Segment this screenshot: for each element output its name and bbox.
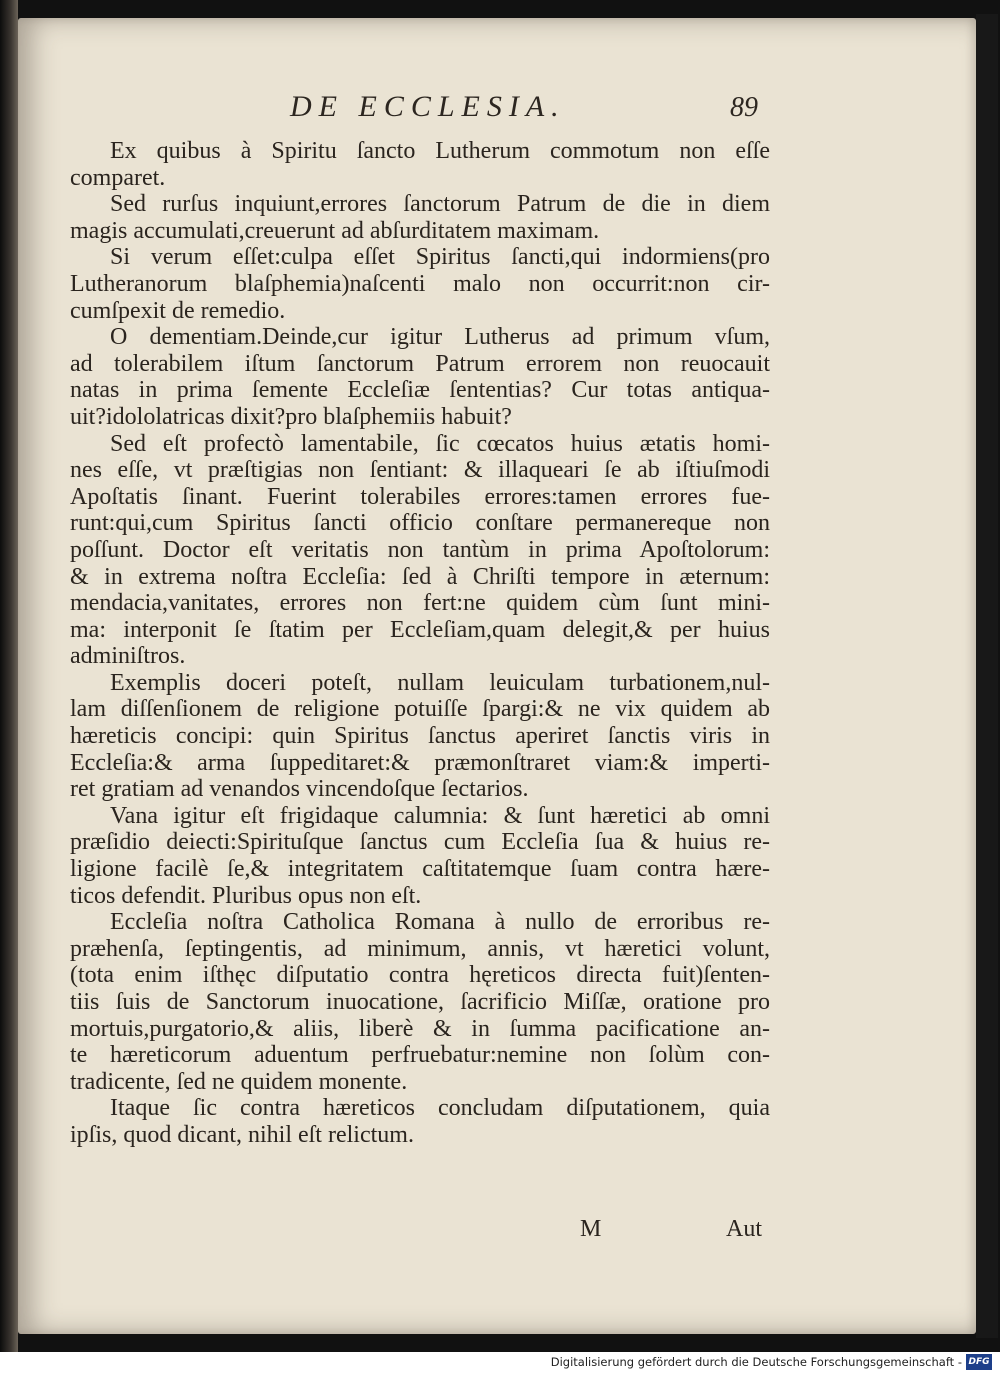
text-line: Si verum eſſet:culpa eſſet Spiritus ſancti,qui indormiens(pro	[110, 244, 770, 271]
catchword: Aut	[726, 1216, 762, 1242]
running-head	[18, 90, 976, 130]
running-title: DE ECCLESIA.	[290, 90, 566, 123]
text-line: poſſunt. Doctor eſt veritatis non tantùm in prima Apoſtolorum:	[70, 536, 770, 563]
text-line: ma: interponit ſe ſtatim per Eccleſiam,quam delegit,& per huius	[70, 616, 770, 643]
text-line: te hæreticorum aduentum perfruebatur:nemine non ſolùm con-	[70, 1042, 770, 1069]
text-line: Vana igitur eſt frigidaque calumnia: & ſunt hæretici ab omni	[110, 802, 770, 829]
text-line: mendacia,vanitates, errores non fert:ne quidem cùm ſunt mini-	[70, 590, 770, 617]
text-line: ipſis, quod dicant, nihil eſt relictum.	[70, 1121, 414, 1148]
text-line: comparet.	[70, 164, 166, 191]
signature-line	[70, 1216, 762, 1248]
text-line: magis accumulati,creuerunt ad abſurditatem maximam.	[70, 217, 600, 244]
text-line: Sed eſt profectò lamentabile, ſic cœcatos huius ætatis homi-	[110, 430, 770, 457]
text-line: uit?idololatricas dixit?pro blaſphemiis habuit?	[70, 403, 512, 430]
text-line: O dementiam.Deinde,cur igitur Lutherus ad primum vſum,	[110, 324, 770, 351]
text-line: hæreticis concipi: quin Spiritus ſanctus aperiret ſanctis viris in	[70, 723, 770, 750]
text-line: tradicente, ſed ne quidem monente.	[70, 1068, 408, 1095]
page-number: 89	[730, 92, 758, 123]
funding-notice: Digitalisierung gefördert durch die Deutsche Forschungsgemeinschaft -	[550, 1355, 962, 1369]
text-line: lam diſſenſionem de religione potuiſſe ſpargi:& ne vix quidem ab	[70, 696, 770, 723]
text-line: præhenſa, ſeptingentis, ad minimum, annis, vt hæretici volunt,	[70, 935, 770, 962]
text-line: nes eſſe, vt præſtigias non ſentiant: & illaqueari ſe ab iſtiuſmodi	[70, 457, 770, 484]
body-text	[70, 138, 770, 1149]
text-line: Lutheranorum blaſphemia)naſcenti malo non occurrit:non cir-	[70, 270, 770, 297]
text-line: adminiſtros.	[70, 643, 186, 670]
scan-margin	[976, 14, 998, 1338]
text-line: præſidio deiecti:Spirituſque ſanctus cum Eccleſia ſua & huius re-	[70, 829, 770, 856]
text-line: cumſpexit de remedio.	[70, 297, 286, 324]
text-line: Itaque ſic contra hæreticos concludam diſputationem, quia	[110, 1095, 770, 1122]
footer-bar	[0, 1352, 1000, 1374]
text-line: Ex quibus à Spiritu ſancto Lutherum commotum non eſſe	[110, 138, 770, 164]
text-line: ad tolerabilem iſtum ſanctorum Patrum errorem non reuocauit	[70, 350, 770, 377]
text-line: natas in prima ſemente Eccleſiæ ſententias? Cur totas antiqua-	[70, 377, 770, 404]
binding-edge	[0, 0, 18, 1352]
text-line: Exemplis doceri poteſt, nullam leuiculam turbationem,nul-	[110, 669, 770, 696]
text-line: tiis ſuis de Sanctorum inuocatione, ſacrificio Miſſæ, oratione pro	[70, 989, 770, 1015]
text-line: Apoſtatis ſinant. Fuerint tolerabiles errores:tamen errores fue-	[70, 483, 770, 510]
signature-mark: M	[580, 1216, 602, 1242]
text-line: Eccleſia noſtra Catholica Romana à nullo de erroribus re-	[110, 909, 770, 936]
dfg-logo: DFG	[966, 1354, 992, 1370]
text-line: & in extrema noſtra Eccleſia: ſed à Chriſti tempore in æternum:	[70, 563, 770, 590]
text-line: Eccleſia:& arma ſuppeditaret:& præmonſtraret viam:& imperti-	[70, 749, 770, 776]
book-page	[18, 18, 976, 1334]
text-line: runt:qui,cum Spiritus ſancti officio conſtare permanereque non	[70, 510, 770, 537]
text-line: ret gratiam ad venandos vincendoſque ſectarios.	[70, 776, 529, 803]
text-line: (tota enim iſthęc diſputatio contra hęreticos directa fuit)ſenten-	[70, 962, 770, 989]
text-line: Sed rurſus inquiunt,errores ſanctorum Patrum de die in diem	[110, 191, 770, 218]
text-line: ticos defendit. Pluribus opus non eſt.	[70, 882, 422, 909]
text-line: mortuis,purgatorio,& aliis, liberè & in ſumma pacificatione an-	[70, 1015, 770, 1042]
text-line: ligione facilè ſe,& integritatem caſtitatemque ſuam contra hære-	[70, 856, 770, 883]
